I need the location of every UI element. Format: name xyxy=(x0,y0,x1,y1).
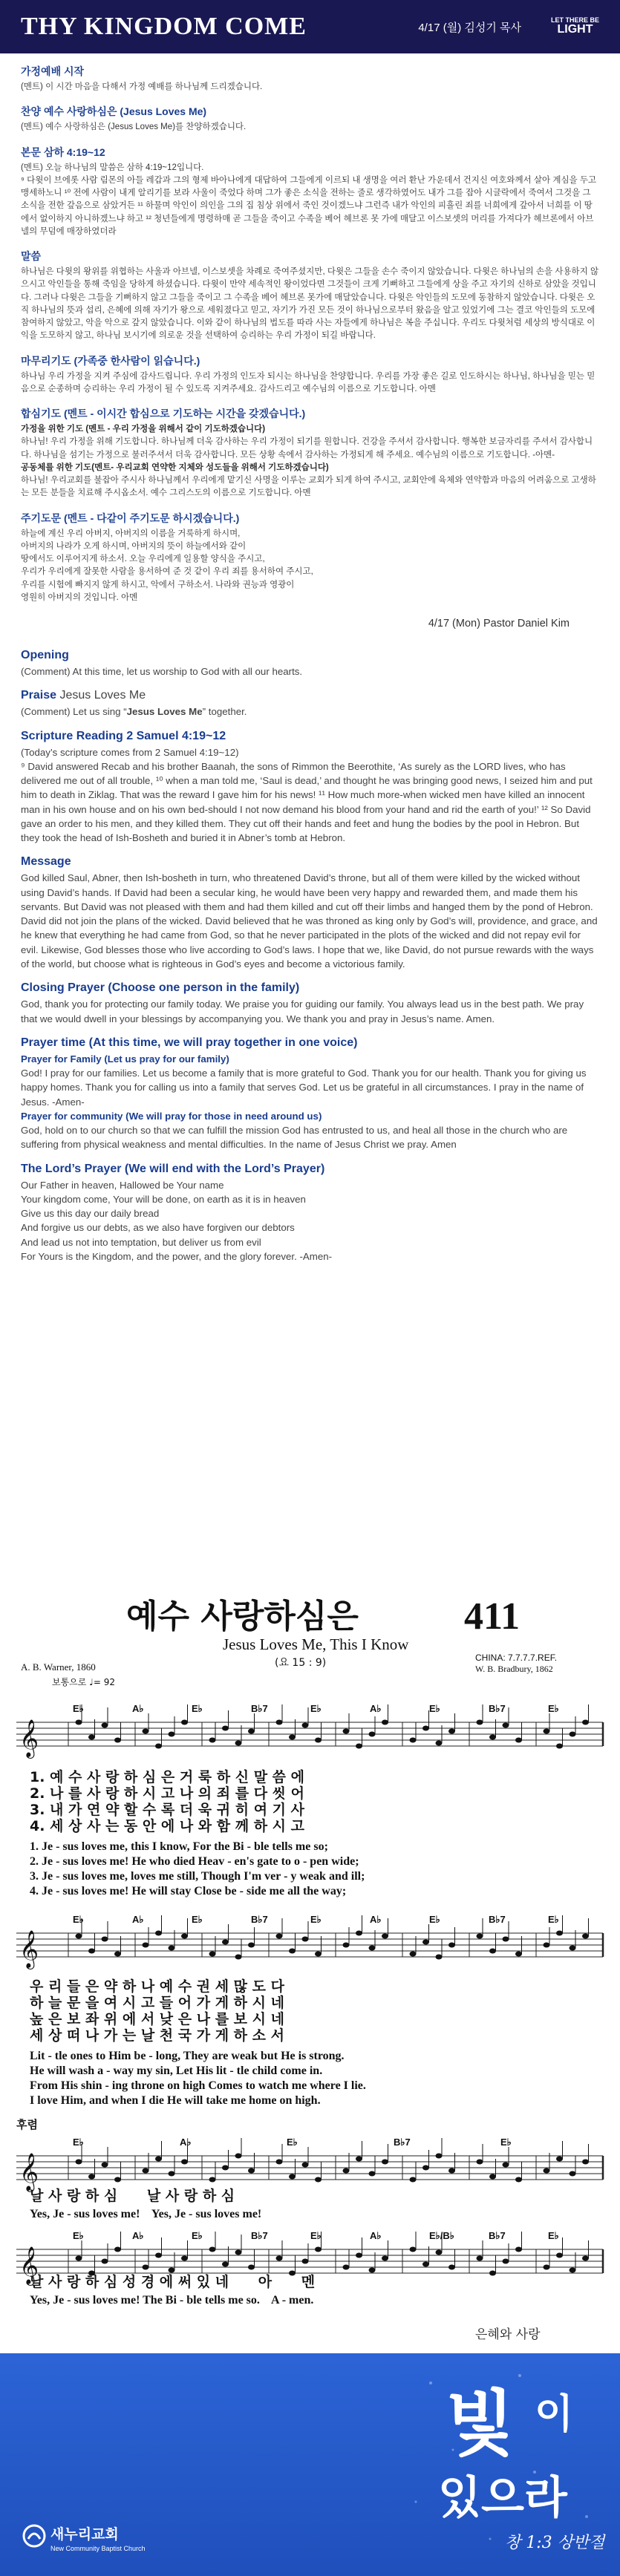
hymn-composer-left: A. B. Warner, 1860 xyxy=(21,1661,96,1673)
note-head xyxy=(248,2265,255,2270)
note-head xyxy=(209,2177,216,2183)
note-head xyxy=(302,1937,309,1942)
ko-lords-line: 우리가 우리에게 잘못한 사람을 용서하여 준 것 같이 우리 죄를 용서하여 주시고, xyxy=(21,567,313,577)
note-head xyxy=(410,1738,417,1743)
note-head xyxy=(544,2168,550,2174)
en-praise-song: Jesus Loves Me xyxy=(59,689,146,702)
hymn-composer-right: W. B. Bradbury, 1862 xyxy=(475,1664,553,1674)
en-praise-title: Praise xyxy=(21,689,57,702)
note-head xyxy=(544,2265,550,2270)
english-section xyxy=(21,649,599,1264)
ko-opening-text: (멘트) 이 시간 마음을 다해서 가정 예배를 하나님께 드리겠습니다. xyxy=(21,82,263,91)
hymn-reference: (요 15 : 9) xyxy=(275,1657,327,1669)
hymn-sheet xyxy=(0,1575,620,2347)
note-head xyxy=(515,2177,522,2183)
note-head xyxy=(76,1720,82,1725)
note-head xyxy=(302,2163,309,2168)
en-prayer-community-title: Prayer for community (We will pray for those in need around us) xyxy=(21,1110,322,1122)
en-closing-title: Closing Prayer (Choose one person in the family) xyxy=(21,981,300,995)
note-head xyxy=(582,2256,589,2261)
note-head xyxy=(422,1940,429,1945)
note-head xyxy=(276,1934,283,1939)
hymn-verse-en: 1. Je - sus loves me, this I know, For the Bi - ble tells me so; xyxy=(30,1840,328,1853)
ko-prayer-title: 합심기도 (멘트 - 이시간 합심으로 기도하는 시간을 갖겠습니다.) xyxy=(21,408,306,419)
hymn-verse2-en: From His shin - ing throne on high Comes to watch me where I lie. xyxy=(30,2079,366,2092)
note-head xyxy=(315,1952,322,1957)
note-head xyxy=(276,2256,283,2261)
en-prayer-family-text: God! I pray for our families. Let us become a family that is more grateful to God. Thank you for our health. Thank you for giving us happy homes. Thank you for calling us into a family that serves God. Let us be grateful in all circumstances. I pray in the name of Jesus. -Amen- xyxy=(21,1068,587,1108)
chord-symbol: A♭ xyxy=(132,1914,144,1925)
note-head xyxy=(169,2268,175,2273)
note-head xyxy=(222,1726,229,1731)
chord-symbol: B♭7 xyxy=(251,1914,268,1925)
note-head xyxy=(436,2250,443,2255)
en-scripture-text: ⁹ David answered Recab and his brother Baanah, the sons of Rimmon the Beerothite, ‘As surely as the LORD lives, who has delivered me out of all trouble, ¹⁰ when a man told me, ‘Saul is dead,’ and thought he was bringing good news, I seized him and put him to death in Ziklag. That was the reward I gave him for his news! ¹¹ How much more-when wicked men have killed an innocent man in his own house and on his own bed-should I not now demand his blood from your hand and rid the earth of you!’ ¹² So David gave an order to his men, and they killed them. They cut off their hands and feet and hung the bodies by the pool in Hebron. But they took the head of Ish-Bosheth and buried it in Abner’s tomb at Hebron. xyxy=(21,760,593,844)
en-opening-text: (Comment) At this time, let us worship to God with all our hearts. xyxy=(21,666,303,677)
en-lords-line: Your kingdom come, Your will be done, on earth as it is in heaven xyxy=(21,1193,306,1205)
en-lords-title: The Lord’s Prayer (We will end with the Lord’s Prayer) xyxy=(21,1162,325,1175)
note-head xyxy=(114,1738,121,1743)
note-head xyxy=(436,1955,443,1960)
note-head xyxy=(570,2171,576,2177)
note-head xyxy=(289,1949,296,1954)
note-head xyxy=(477,1934,483,1939)
en-scripture-intro: (Today’s scripture comes from 2 Samuel 4:19~12) xyxy=(21,746,239,758)
note-head xyxy=(289,1735,296,1740)
note-head xyxy=(369,2268,376,2273)
note-head xyxy=(515,1952,522,1957)
chord-symbol: A♭ xyxy=(132,2230,144,2241)
note-head xyxy=(235,1741,242,1746)
note-head xyxy=(76,1934,82,1939)
note-head xyxy=(503,1723,509,1728)
footer-banner xyxy=(0,2353,620,2576)
note-head xyxy=(143,1943,149,1948)
hymn-verse-ko: 2. 나 를 사 랑 하 시 고 나 의 죄 를 다 씻 어 xyxy=(30,1785,305,1802)
chord-symbol: E♭ xyxy=(310,1914,322,1925)
ko-opening-title: 가정예배 시작 xyxy=(21,65,85,77)
chord-symbol: A♭ xyxy=(180,2137,192,2148)
church-name-ko: 새누리교회 xyxy=(50,2526,119,2543)
chord-symbol: B♭7 xyxy=(394,2137,411,2148)
logo-small: LET THERE BE xyxy=(550,16,599,24)
en-prayer xyxy=(21,1036,599,1152)
note-head xyxy=(169,1732,175,1737)
note-head xyxy=(544,1943,550,1948)
note-head xyxy=(489,1735,496,1740)
chord-symbol: A♭ xyxy=(132,1703,144,1714)
hymn-score xyxy=(0,1575,620,2347)
note-head xyxy=(181,1720,188,1725)
note-head xyxy=(343,2168,350,2174)
note-head xyxy=(248,1943,255,1948)
note-head xyxy=(235,1955,242,1960)
note-head xyxy=(209,2247,216,2252)
church-name-en: New Community Baptist Church xyxy=(50,2545,146,2552)
chord-symbol: E♭ xyxy=(429,1914,440,1925)
note-head xyxy=(489,2174,496,2180)
en-message-text: God killed Saul, Abner, then Ish-bosheth in turn, who threatened David’s throne, but all of them were killed by the wicked without using David’s hands. If David had been a secular king, he would have been very happy and rewarded them, and made them his servants. But David was not pleased with them and had them killed and cut off their limbs and hanged them by the pond of Hebron. David did not join the plans of the wicked. David believed that he was throned as king only by God’s will, providence, and grace, and he knew that everything he had came from God, so that he never participated in the plots of the wicked and did not repay evil for evil. Likewise, God blesses those who live according to God’s laws. I hope that we, like David, do not pursue rewards with the ways of the world, but choose what is righteous in God’s eyes and become a victorious family. xyxy=(21,872,598,970)
note-head xyxy=(369,2171,376,2177)
hymn-verse2-ko: 우 리 들 은 약 하 나 예 수 권 세 많 도 다 xyxy=(30,1978,284,1995)
note-head xyxy=(410,2177,417,2183)
treble-clef-icon: 𝄞 xyxy=(19,2246,39,2284)
note-head xyxy=(88,1949,95,1954)
note-head xyxy=(382,1934,388,1939)
note-head xyxy=(382,1720,388,1725)
chord-symbol: E♭ xyxy=(548,2230,559,2241)
note-head xyxy=(102,1723,108,1728)
chord-symbol: B♭7 xyxy=(489,2230,506,2241)
chord-symbol: E♭ xyxy=(192,1914,203,1925)
hymn-verse2-ko: 세 상 떠 나 가 는 날 천 국 가 게 하 소 서 xyxy=(30,2027,284,2044)
note-head xyxy=(556,1931,563,1936)
note-head xyxy=(410,2247,417,2252)
en-praise-text xyxy=(21,705,599,719)
note-head xyxy=(503,2259,509,2264)
note-head xyxy=(114,2247,121,2252)
ko-praise xyxy=(21,104,599,134)
note-head xyxy=(422,1726,429,1731)
note-head xyxy=(556,2157,563,2162)
note-head xyxy=(343,1943,350,1948)
note-head xyxy=(503,2163,509,2168)
chord-symbol: E♭ xyxy=(73,2137,84,2148)
ko-scripture xyxy=(21,145,599,239)
note-head xyxy=(222,2262,229,2267)
note-head xyxy=(114,1952,121,1957)
note-head xyxy=(209,1738,216,1743)
note-head xyxy=(448,1943,455,1948)
en-lords-line: And forgive us our debts, as we also have forgiven our debtors xyxy=(21,1222,295,1234)
note-head xyxy=(515,1738,522,1743)
note-head xyxy=(343,1729,350,1734)
note-head xyxy=(222,2165,229,2171)
en-praise xyxy=(21,689,599,719)
note-head xyxy=(276,1720,283,1725)
note-head xyxy=(235,2154,242,2159)
ko-lords-prayer xyxy=(21,511,599,605)
en-prayer-family-title: Prayer for Family (Let us pray for our family) xyxy=(21,1053,229,1065)
calligraphy-char-1: 빛 xyxy=(446,2382,515,2465)
ko-closing xyxy=(21,353,599,396)
note-head xyxy=(102,2163,108,2168)
pastor-signature: 4/17 (Mon) Pastor Daniel Kim xyxy=(428,618,570,630)
ko-praise-title: 찬양 예수 사랑하심은 (Jesus Loves Me) xyxy=(21,105,207,118)
treble-clef-icon: 𝄞 xyxy=(19,1719,39,1757)
note-head xyxy=(302,2259,309,2264)
chord-symbol: E♭ xyxy=(310,1703,322,1714)
note-head xyxy=(448,1729,455,1734)
chord-symbol: E♭ xyxy=(310,2230,322,2241)
ko-closing-title: 마무리기도 (가족중 한사람이 읽습니다.) xyxy=(21,354,200,367)
en-message xyxy=(21,855,599,971)
note-head xyxy=(582,1720,589,1725)
note-head xyxy=(155,2157,162,2162)
en-lords-line: Give us this day our daily bread xyxy=(21,1208,160,1220)
ko-message-text: 하나님은 다윗의 왕위를 위협하는 사울과 아브넬, 이스보셋을 차례로 죽여주셨지만, 다윗은 그들을 손수 죽이지 않았습니다. 다윗은 하나님의 손을 사용하지 않으시고 악인들을 통해 죽임을 당하게 하셨습니다. 다윗이 만약 세속적인 왕이었다면 그것들이 크게 기뻐하고 그들에게 상을 주고 자기의 신하로 삼았을 것입니다. 그러나 다윗은 그들을 기뻐하지 않고 그들을 죽이고 그 수족을 베어 헤브론 못가에 매달았습니다. 다윗은 악인들의 도모에 동참하지 않았습니다. 다윗은 오직 하나님의 뜻과 섭리, 은혜에 의해 자기가 왕으로 세워졌다고 믿고, 자기가 가진 모든 것이 하나님으로부터 왔음을 알고 있었기에 그는 결코 악인들의 도모에 참여하지 않았고, 악을 악으로 갚지 않았습니다. 이와 같이 하나님의 법도를 따라 사는 자들에게 하나님은 복을 주십니다. 우리도 다윗처럼 세상의 방식대로 이익을 도모하지 않고, 하나님 보시기에 의로운 것을 선택하여 승리하는 우리 가정이 되길 바랍니다. xyxy=(21,267,599,341)
chord-symbol: B♭7 xyxy=(489,1914,506,1925)
staff-system xyxy=(16,1703,603,1759)
ko-scripture-intro: (멘트) 오늘 하나님의 말씀은 삼하 4:19~12입니다. xyxy=(21,163,204,172)
note-head xyxy=(315,2247,322,2252)
note-head xyxy=(155,2253,162,2258)
hymn-verse2-ko: 높 은 보 좌 위 에 서 낮 은 나 를 보 시 네 xyxy=(30,2011,284,2027)
note-head xyxy=(169,2171,175,2177)
staff-system xyxy=(16,2137,603,2192)
note-head xyxy=(544,1729,550,1734)
hymn-refrain-label: 후렴 xyxy=(16,2118,38,2131)
ko-closing-text: 하나님 우리 가정을 지켜 주심에 감사드립니다. 우리 가정의 인도자 되시는 하나님을 찬양합니다. 우리를 가장 좋은 길로 인도하시는 하나님, 하나님을 믿는 믿음으로 순종하며 승리하는 우리 가정이 될 수 있도록 지켜주세요. 감사드리고 예수님의 이름으로 기도합니다. 아멘 xyxy=(21,371,595,393)
note-head xyxy=(276,2160,283,2165)
ko-message-title: 말씀 xyxy=(21,250,42,262)
en-praise-text-b: Jesus Loves Me xyxy=(126,706,203,718)
hymn-verse-en: 3. Je - sus loves me, loves me still, Though I'm ver - y weak and ill; xyxy=(30,1870,365,1883)
en-lords-line: For Yours is the Kingdom, and the power, and the glory forever. -Amen- xyxy=(21,1250,333,1262)
note-head xyxy=(369,1732,376,1737)
note-head xyxy=(503,1937,509,1942)
note-head xyxy=(570,2268,576,2273)
chord-symbol: E♭ xyxy=(548,1703,559,1714)
date-pastor: 4/17 (월) 김성기 목사 xyxy=(418,21,521,34)
note-head xyxy=(477,2256,483,2261)
hymn-refrain2-ko: 날 사 랑 하 심 성 경 에 써 있 네 아 멘 xyxy=(30,2274,316,2290)
hymn-verse-ko: 1. 예 수 사 랑 하 심 은 거 룩 하 신 말 씀 에 xyxy=(30,1769,305,1785)
chord-symbol: E♭ xyxy=(192,2230,203,2241)
calligraphy-char-2: 이 xyxy=(535,2390,574,2437)
page-title: THY KINGDOM COME xyxy=(21,13,307,40)
note-head xyxy=(76,2160,82,2165)
chord-symbol: E♭/B♭ xyxy=(429,2230,454,2241)
en-scripture-title: Scripture Reading 2 Samuel 4:19~12 xyxy=(21,729,226,742)
ko-prayer-community-text: 하나님! 우리교회를 불잡아 주시사 하나님께서 우리에게 맡기신 사명을 이루는 교회가 되게 하여 주시고, 교회안에 육체와 연약함과 마음의 어려움으로 고생하는 모든 분들을 치료해 주시옵소서. 예수 그리스도의 이름으로 기도합니다. 아멘 xyxy=(21,476,596,498)
note-head xyxy=(289,2174,296,2180)
chord-symbol: E♭ xyxy=(73,1914,84,1925)
hymn-verse2-en: I love Him, and when I die He will take me home on high. xyxy=(30,2094,321,2107)
hymn-meter: CHINA: 7.7.7.7.REF. xyxy=(475,1653,558,1663)
note-head xyxy=(155,1931,162,1936)
hymn-title-ko: 예수 사랑하심은 xyxy=(126,1598,359,1635)
hymn-verse-en: 4. Je - sus loves me! He will stay Close be - side me all the way; xyxy=(30,1885,347,1897)
ko-prayer xyxy=(21,406,599,500)
note-head xyxy=(515,2247,522,2252)
en-prayer-title: Prayer time (At this time, we will pray together in one voice) xyxy=(21,1036,358,1049)
ko-lords-line: 땅에서도 이루어지게 하소서. 오늘 우리에게 일용할 양식을 주시고, xyxy=(21,555,265,563)
note-head xyxy=(143,1729,149,1734)
chord-symbol: A♭ xyxy=(370,1914,382,1925)
calligraphy-char-3: 있으라 xyxy=(438,2472,567,2524)
note-head xyxy=(209,1952,216,1957)
chord-symbol: B♭7 xyxy=(489,1703,506,1714)
chord-symbol: E♭ xyxy=(73,1703,84,1714)
note-head xyxy=(315,2177,322,2183)
note-head xyxy=(343,2265,350,2270)
note-head xyxy=(76,2256,82,2261)
treble-clef-icon: 𝄞 xyxy=(19,1930,39,1968)
note-head xyxy=(143,2265,149,2270)
en-lords-line: Our Father in heaven, Hallowed be Your name xyxy=(21,1179,224,1191)
chord-symbol: E♭ xyxy=(73,2230,84,2241)
ko-scripture-title: 본문 삼하 4:19~12 xyxy=(21,146,105,158)
treble-clef-icon: 𝄞 xyxy=(19,2153,39,2191)
en-scripture xyxy=(21,730,599,846)
note-head xyxy=(102,2259,108,2264)
note-head xyxy=(410,1952,417,1957)
hymn-verse-ko: 3. 내 가 연 약 할 수 록 더 욱 귀 히 여 기 사 xyxy=(30,1802,305,1818)
note-head xyxy=(477,1720,483,1725)
en-praise-text-c: ” together. xyxy=(202,706,247,718)
ko-scripture-text: ⁹ 다윗이 브에롯 사람 림몬의 아들 레갑과 그의 형제 바아나에게 대답하여 그들에게 이르되 내 생명을 여러 환난 가운데서 건지신 여호와께서 살아 계심을 두고 맹세하노니 ¹⁰ 전에 사람이 내게 알리기를 보라 사울이 죽었다 하며 그가 좋은 소식을 전하는 줄로 생각하였어도 내가 그를 잡아 시글락에서 죽여서 그것을 그 소식을 전한 갚음으로 삼았거든 ¹¹ 하물며 악인이 의인을 그의 집 침상 위에서 죽인 것이겠느냐 그런즉 내가 악인의 피흘린 죄를 너희에게 갚아서 너희를 이 땅에서 없이하지 아니하겠느냐 하고 ¹² 청년들에게 명령하매 곧 그들을 죽이고 수족을 베어 헤브론 못 가에 매달고 이스보셋의 머리를 가져다가 헤브론에서 아브넬의 무덤에 매장하였더라 xyxy=(21,175,597,236)
ko-prayer-community-title: 공동체를 위한 기도(멘트- 우리교회 연약한 지체와 성도들을 위해서 기도하겠습니다) xyxy=(21,462,329,472)
note-head xyxy=(448,2265,455,2270)
en-opening xyxy=(21,649,599,679)
note-head xyxy=(155,1744,162,1749)
note-head xyxy=(422,2262,429,2267)
ko-lords-title: 주기도문 (멘트 - 다같이 주기도문 하시겠습니다.) xyxy=(21,511,240,524)
staff-system xyxy=(16,1914,603,1969)
hymn-title-en: Jesus Loves Me, This I Know xyxy=(223,1635,409,1653)
ko-praise-text: (멘트) 예수 사랑하심은 (Jesus Loves Me)를 찬양하겠습니다. xyxy=(21,122,247,132)
note-head xyxy=(556,1744,563,1749)
chord-symbol: B♭7 xyxy=(251,1703,268,1714)
note-head xyxy=(356,2157,362,2162)
note-head xyxy=(143,2168,149,2174)
note-head xyxy=(489,2271,496,2276)
note-head xyxy=(181,2256,188,2261)
ko-prayer-family-text: 하나님! 우리 가정을 위해 기도합니다. 하나님께 더욱 감사하는 우리 가정이 되기를 원합니다. 건강을 주셔서 감사합니다. 행복한 보금자리를 주셔서 감사합니다. 하나님을 섬기는 가정으로 불러주셔서 더욱 감사합니다. 모든 상황 속에서 감사하는 가정되게 해 주세요. 예수님의 이름으로 기도합니다. -아멘- xyxy=(21,437,593,460)
hymn-verse2-en: He will wash a - way my sin, Let His lit - tle child come in. xyxy=(30,2065,323,2077)
note-head xyxy=(448,2168,455,2174)
hymn-verse2-ko: 하 늘 문 을 여 시 고 들 어 가 게 하 시 네 xyxy=(30,1995,284,2011)
hymn-caption: 은혜와 사랑 xyxy=(475,2327,541,2342)
note-head xyxy=(356,1744,362,1749)
note-head xyxy=(114,2177,121,2183)
note-head xyxy=(315,1738,322,1743)
en-closing xyxy=(21,981,599,1026)
hymn-refrain2-en: Yes, Je - sus loves me! The Bi - ble tells me so. A - men. xyxy=(30,2294,314,2307)
en-lords-prayer xyxy=(21,1163,599,1264)
note-head xyxy=(88,1735,95,1740)
note-head xyxy=(248,1729,255,1734)
en-praise-text-a: (Comment) Let us sing “ xyxy=(21,706,127,718)
note-head xyxy=(248,2168,255,2174)
hymn-number: 411 xyxy=(464,1595,521,1638)
note-head xyxy=(181,2160,188,2165)
ko-message xyxy=(21,249,599,343)
hymn-refrain1-en: Yes, Je - sus loves me! Yes, Je - sus loves me! xyxy=(30,2208,262,2220)
note-head xyxy=(102,1937,108,1942)
chord-symbol: E♭ xyxy=(192,1703,203,1714)
note-head xyxy=(436,1741,443,1746)
en-lords-line: And lead us not into temptation, but deliver us from evil xyxy=(21,1236,261,1248)
note-head xyxy=(222,1940,229,1945)
note-head xyxy=(582,1934,589,1939)
note-head xyxy=(422,2165,429,2171)
chord-symbol: B♭7 xyxy=(251,2230,268,2241)
chord-symbol: E♭ xyxy=(429,1703,440,1714)
note-head xyxy=(556,2253,563,2258)
page-header xyxy=(0,0,620,53)
note-head xyxy=(382,2256,388,2261)
footer-art xyxy=(0,2353,620,2576)
ko-lords-line: 우리를 시험에 빠지지 않게 하시고, 악에서 구하소서. 나라와 권능과 영광이 xyxy=(21,580,295,589)
en-opening-title: Opening xyxy=(21,649,69,661)
chord-symbol: E♭ xyxy=(287,2137,298,2148)
note-head xyxy=(302,1723,309,1728)
note-head xyxy=(356,1931,362,1936)
calligraphy-reference: 창 1:3 상반절 xyxy=(505,2534,605,2552)
ko-prayer-family-title: 가정을 위한 기도 (멘트 - 우리 가정을 위해서 같이 기도하겠습니다) xyxy=(21,425,266,434)
note-head xyxy=(582,2160,589,2165)
en-closing-text: God, thank you for protecting our family today. We praise you for guiding our family. You always lead us in the best path. We pray that we would dwell in your blessings by accompanying you. We thank you and pray in Jesus’s name. Amen. xyxy=(21,998,584,1024)
note-head xyxy=(88,2174,95,2180)
note-head xyxy=(382,2160,388,2165)
note-head xyxy=(181,1934,188,1939)
ko-lords-line: 하늘에 계신 우리 아버지, 아버지의 이름을 거룩하게 하시며, xyxy=(21,529,241,538)
note-head xyxy=(477,2160,483,2165)
hymn-refrain1-ko: 날 사 랑 하 심 날 사 랑 하 심 xyxy=(30,2188,235,2204)
note-head xyxy=(356,2253,362,2258)
note-head xyxy=(570,1732,576,1737)
en-praise-heading xyxy=(21,689,599,702)
note-head xyxy=(235,2250,242,2255)
logo-big: LIGHT xyxy=(557,23,593,36)
ko-lords-line: 아버지의 나라가 오게 하시며, 아버지의 뜻이 하늘에서와 같이 xyxy=(21,541,247,551)
en-message-title: Message xyxy=(21,855,71,869)
note-head xyxy=(436,2154,443,2159)
chord-symbol: E♭ xyxy=(500,2137,512,2148)
hymn-tempo: 보통으로 ♩= 92 xyxy=(52,1677,115,1687)
note-head xyxy=(369,1946,376,1951)
hymn-verse-ko: 4. 세 상 사 는 동 안 에 나 와 함 께 하 시 고 xyxy=(30,1818,305,1834)
chord-symbol: A♭ xyxy=(370,2230,382,2241)
ko-lords-line: 영원히 아버지의 것입니다. 아멘 xyxy=(21,592,138,602)
korean-section xyxy=(0,53,620,1264)
note-head xyxy=(169,1946,175,1951)
hymn-verse-en: 2. Je - sus loves me! He who died Heav - en's gate to o - pen wide; xyxy=(30,1855,359,1868)
light-logo xyxy=(551,17,599,36)
chord-symbol: A♭ xyxy=(370,1703,382,1714)
en-prayer-community-text: God, hold on to our church so that we can fulfill the mission God has entrusted to us, and heal all those in the church who are suffering from physical weakness and mental difficulties. In the name of Jesus Christ we pray. Amen xyxy=(21,1125,568,1151)
chord-symbol: E♭ xyxy=(548,1914,559,1925)
note-head xyxy=(489,1949,496,1954)
note-head xyxy=(570,1946,576,1951)
hymn-verse2-en: Lit - tle ones to Him be - long, They are weak but He is strong. xyxy=(30,2050,345,2062)
ko-opening xyxy=(21,64,599,94)
